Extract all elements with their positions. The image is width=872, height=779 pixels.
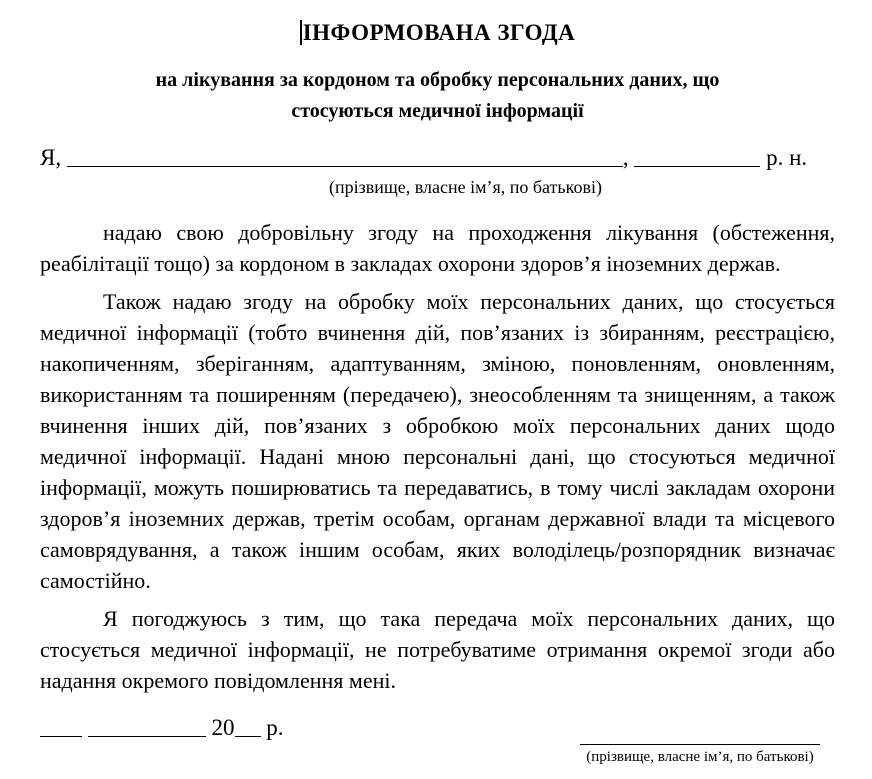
name-caption: (прізвище, власне ім’я, по батькові) bbox=[329, 177, 602, 197]
paragraph-consent-data-processing: Також надаю згоду на обробку моїх персональних даних, що стосується медичної інформації (тобто вчинення дій, пов’язаних із збиранням, реєстрацією, накопиченням, зберіганням, адаптуванням, зміною, поновленням, оновленням, використанням та поширенням (передачею), знеособленням та знищенням, а також вчинення інших дій, пов’язаних з обробкою моїх персональних даних щодо медичної інформації. Надані мною персональні дані, що стосуються медичної інформації, можуть поширюватись та передаватись, в тому числі закладам охорони здоров’я іноземних держав, третім особам, органам державної влади та місцевого самоврядування, а також іншим особам, яких володілець/розпорядник визначає самостійно. bbox=[40, 289, 835, 593]
document-subtitle: на лікування за кордоном та обробку персональних даних, що стосуються медичної інформації bbox=[155, 69, 720, 122]
date-day-blank-field[interactable] bbox=[40, 736, 82, 737]
date-year-blank-field[interactable] bbox=[235, 736, 261, 737]
birth-year-blank-field[interactable] bbox=[634, 166, 760, 167]
name-line-prefix: Я, bbox=[40, 145, 62, 170]
document-title-text: ІНФОРМОВАНА ЗГОДА bbox=[302, 20, 576, 45]
date-year-suffix: р. bbox=[266, 715, 284, 740]
document-footer bbox=[40, 713, 835, 767]
signature-blank-field[interactable] bbox=[580, 732, 820, 745]
name-line-suffix: р. н. bbox=[766, 145, 808, 170]
name-line bbox=[40, 143, 835, 173]
document-body bbox=[40, 217, 835, 696]
date-month-blank-field[interactable] bbox=[88, 736, 206, 737]
name-blank-field[interactable] bbox=[67, 166, 623, 167]
text-cursor-caret bbox=[300, 20, 302, 45]
paragraph-consent-transfer: Я погоджуюсь з тим, що така передача моїх персональних даних, що стосується медичної інформації, не потребуватиме отримання окремої згоди або надання окремого повідомлення мені. bbox=[40, 606, 835, 693]
paragraph-consent-treatment: надаю свою добровільну згоду на проходження лікування (обстеження, реабілітації тощо) за кордоном в закладах охорони здоров’я іноземних держав. bbox=[40, 220, 835, 276]
signature-caption: (прізвище, власне ім’я, по батькові) bbox=[586, 749, 814, 765]
signature-block bbox=[565, 732, 835, 767]
date-year-prefix: 20 bbox=[211, 715, 235, 740]
document-title bbox=[40, 18, 835, 48]
date-line bbox=[40, 713, 284, 743]
name-line-separator: , bbox=[622, 145, 629, 170]
